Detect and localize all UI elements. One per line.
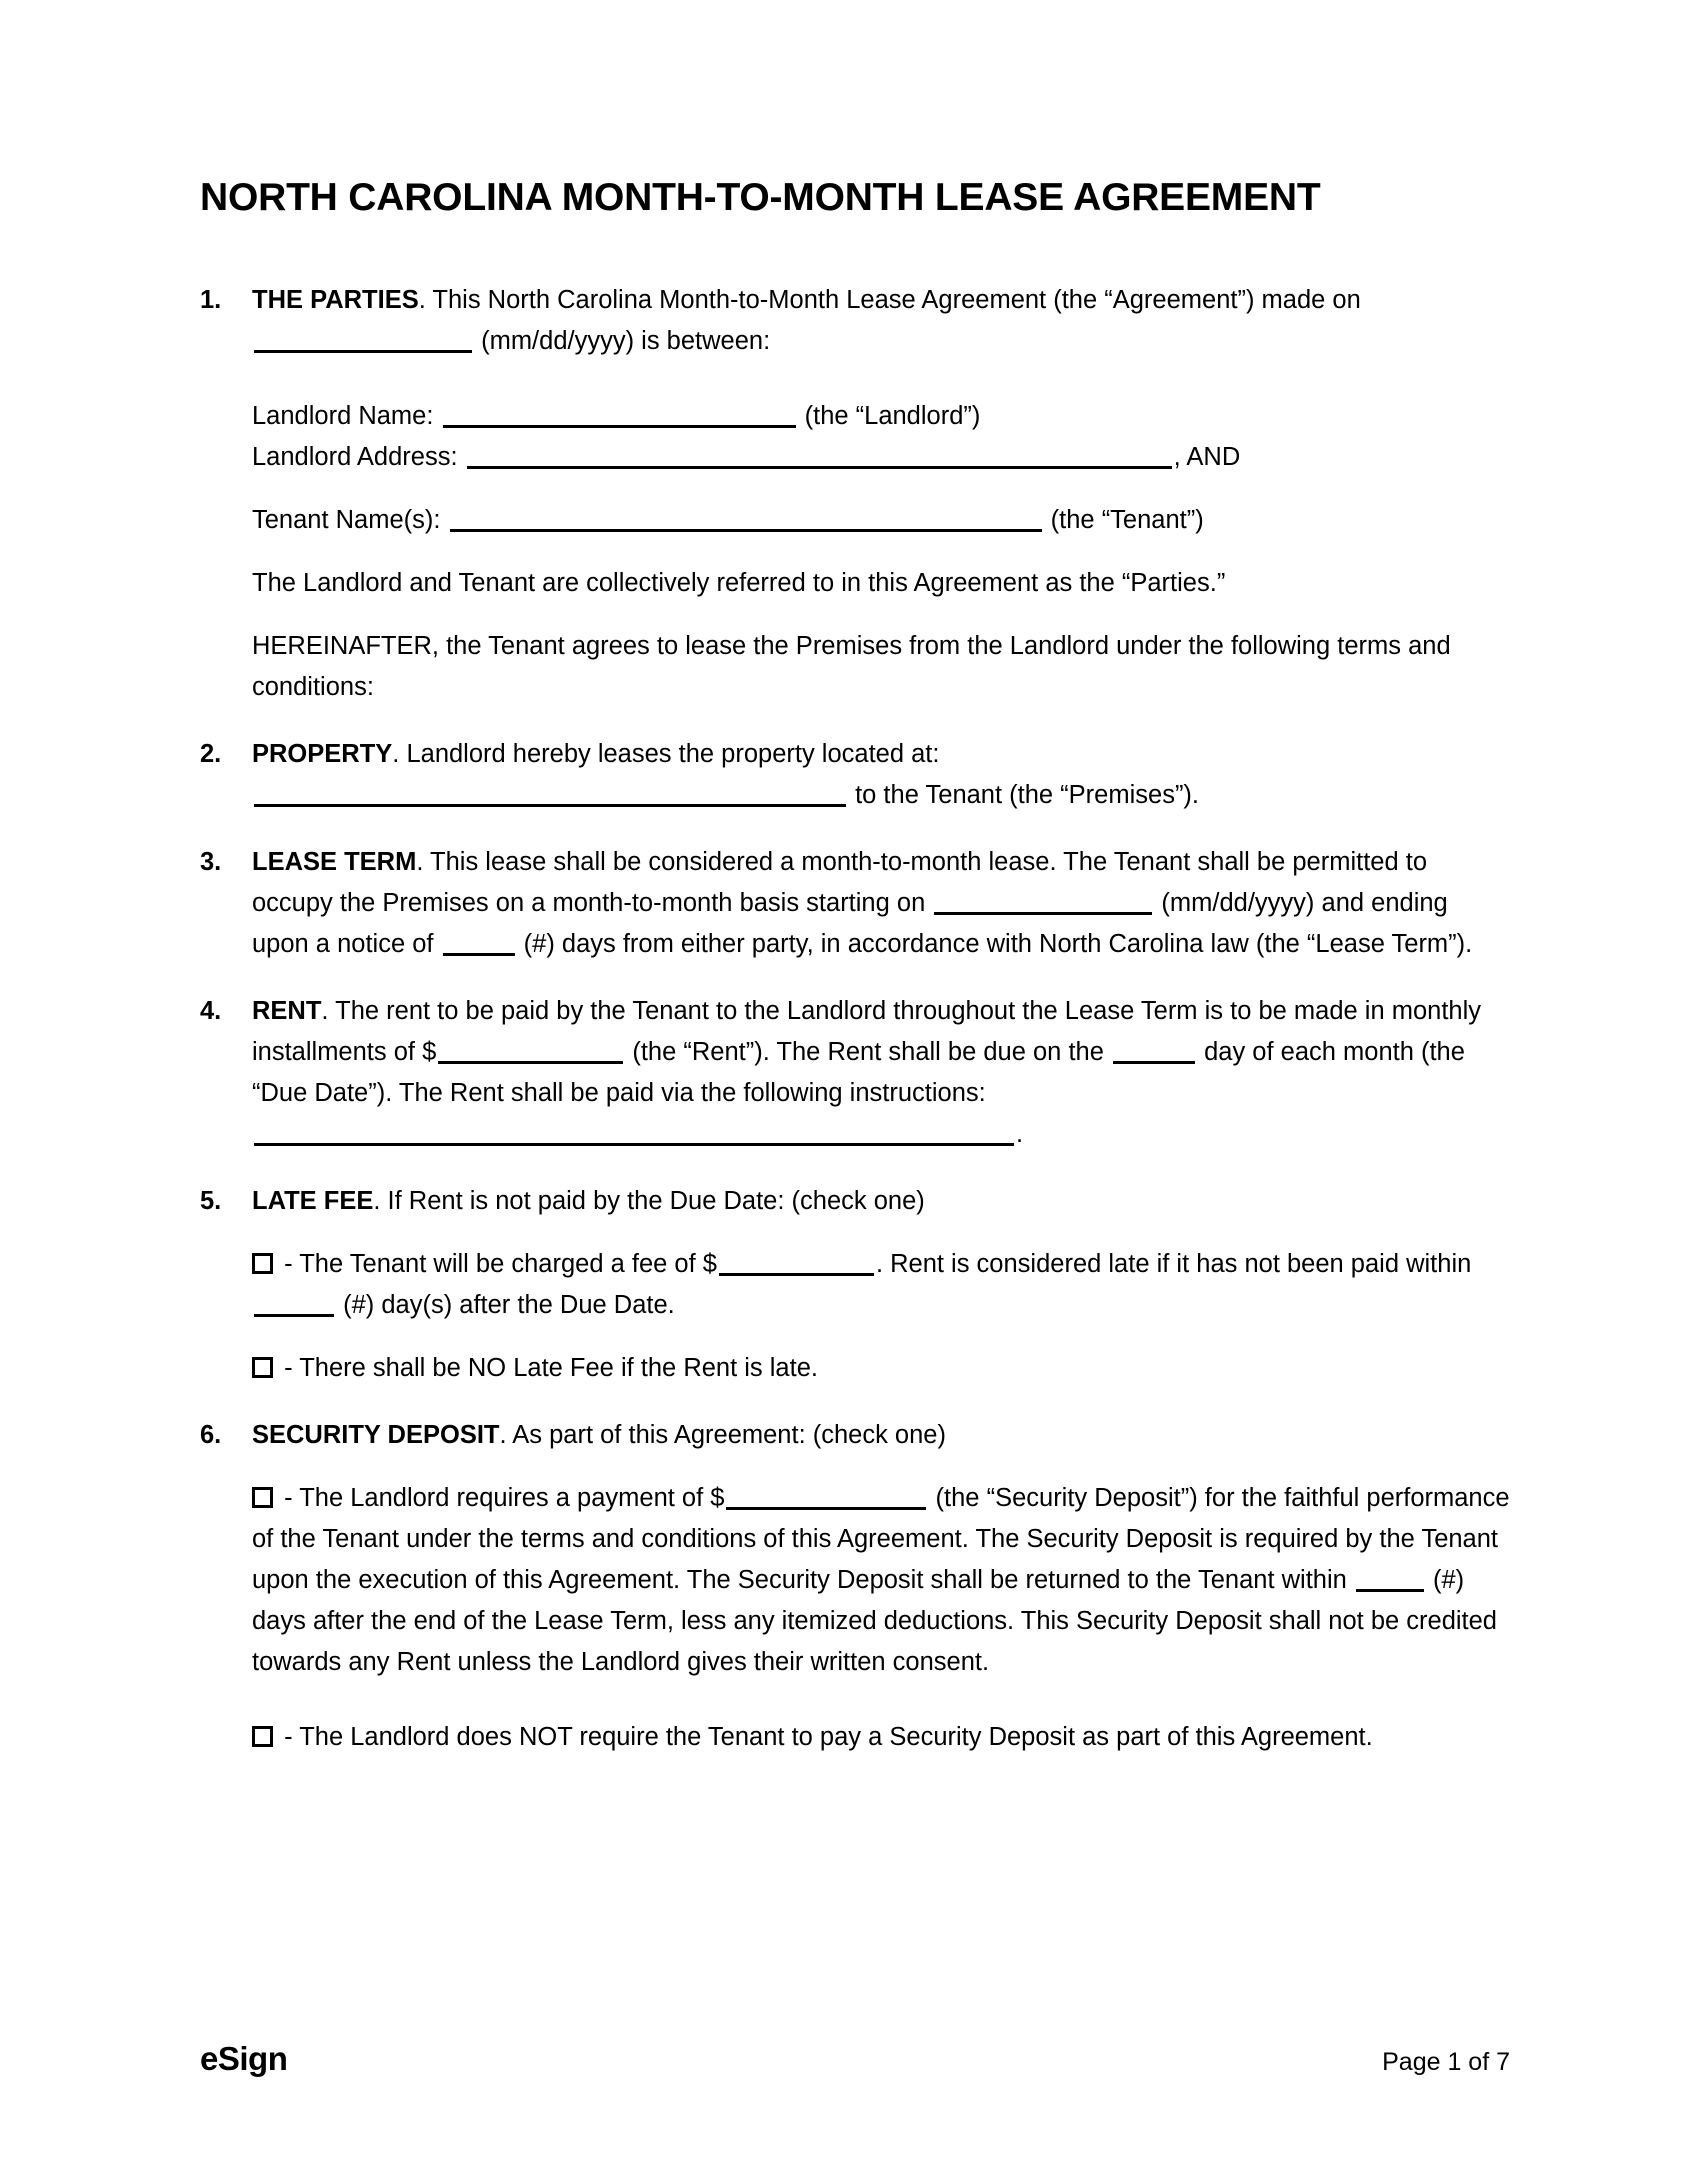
property-intro-line [252, 734, 1510, 775]
landlord-address-blank[interactable] [467, 446, 1172, 469]
clause-body-6 [252, 1415, 1510, 1758]
security-deposit-option-2 [252, 1717, 1510, 1758]
lease-term-heading: LEASE TERM [252, 847, 417, 876]
premises-address-blank[interactable] [254, 784, 846, 807]
lease-term-text-a: . This lease shall be considered a month-to-month lease. The Tenant shall be permitted to occupy the Premises on a month-to-month basis starting on [252, 847, 1428, 917]
rent-paragraph [252, 991, 1510, 1155]
late-fee-option1-text-b: . Rent is considered late if it has not been paid within [875, 1249, 1472, 1278]
tenant-name-label: Tenant Name(s): [252, 505, 448, 534]
late-fee-intro-line [252, 1181, 1510, 1222]
clause-body-1 [252, 280, 1510, 708]
late-fee-option1-text-c: (#) day(s) after the Due Date. [336, 1290, 675, 1319]
clause-security-deposit [200, 1415, 1510, 1758]
clause-rent [200, 991, 1510, 1155]
page-footer [200, 2040, 1510, 2078]
late-fee-grace-days-blank[interactable] [254, 1294, 334, 1317]
landlord-name-label: Landlord Name: [252, 401, 441, 430]
parties-heading: THE PARTIES [252, 285, 419, 314]
clause-number-5: 5. [200, 1186, 222, 1215]
security-deposit-option-1 [252, 1478, 1510, 1683]
security-deposit-option1-text-a: - The Landlord requires a payment of $ [277, 1483, 725, 1512]
rent-heading: RENT [252, 996, 322, 1025]
lease-term-paragraph [252, 842, 1510, 965]
clause-lease-term [200, 842, 1510, 965]
landlord-address-suffix: , AND [1173, 442, 1241, 471]
tenant-name-blank[interactable] [450, 509, 1042, 532]
clause-number-6: 6. [200, 1420, 222, 1449]
page-title: NORTH CAROLINA MONTH-TO-MONTH LEASE AGREEMENT [200, 176, 1321, 219]
clause-number-1: 1. [200, 285, 222, 314]
late-fee-option-2 [252, 1348, 1510, 1389]
security-deposit-intro-line [252, 1415, 1510, 1456]
clause-property [200, 734, 1510, 816]
tenant-name-line [252, 500, 1510, 541]
clause-number-3: 3. [200, 847, 222, 876]
late-fee-option1-text-a: - The Tenant will be charged a fee of $ [277, 1249, 717, 1278]
lease-notice-days-blank[interactable] [443, 933, 515, 956]
property-text-a: . Landlord hereby leases the property located at: [392, 739, 940, 768]
landlord-name-line [252, 396, 1510, 437]
security-deposit-option1-text-c: (#) days after the end of the Lease Term, less any itemized deductions. This Security Deposit shall not be credited towards any Rent unless the Landlord gives their written consent. [252, 1565, 1497, 1676]
rent-amount-blank[interactable] [438, 1041, 623, 1064]
rent-text-a: . The rent to be paid by the Tenant to the Landlord throughout the Lease Term is to be made in monthly installments of $ [252, 996, 1482, 1066]
late-fee-text-a: . If Rent is not paid by the Due Date: (check one) [373, 1186, 925, 1215]
property-address-line [252, 775, 1510, 816]
security-deposit-heading: SECURITY DEPOSIT [252, 1420, 500, 1449]
rent-instructions-blank[interactable] [254, 1123, 1014, 1146]
document-body [200, 175, 1510, 1784]
clause-number-4: 4. [200, 996, 222, 1025]
landlord-name-suffix: (the “Landlord”) [797, 401, 981, 430]
late-fee-heading: LATE FEE [252, 1186, 374, 1215]
rent-text-b: (the “Rent”). The Rent shall be due on the [625, 1037, 1111, 1066]
lease-term-text-b: (mm/dd/yyyy) and ending upon a notice of [252, 888, 1448, 958]
late-fee-option-1 [252, 1244, 1510, 1326]
lease-start-date-blank[interactable] [934, 892, 1152, 915]
rent-text-c: day of each month (the “Due Date”). The Rent shall be paid via the following instructions: [252, 1037, 1465, 1107]
parties-hereinafter-paragraph: HEREINAFTER, the Tenant agrees to lease the Premises from the Landlord under the following terms and conditions: [252, 631, 1451, 701]
clause-number-2: 2. [200, 739, 222, 768]
lease-term-text-c: (#) days from either party, in accordance with North Carolina law (the “Lease Term”). [516, 929, 1473, 958]
late-fee-option2-text: - There shall be NO Late Fee if the Rent is late. [277, 1353, 818, 1382]
checkbox-icon[interactable] [252, 1357, 273, 1378]
esign-logo: eSign [200, 2040, 288, 2077]
checkbox-icon[interactable] [252, 1487, 273, 1508]
security-deposit-option1-text-b: (the “Security Deposit”) for the faithful performance of the Tenant under the terms and conditions of this Agreement. The Security Deposit is required by the Tenant upon the execution of this Agreement. The Security Deposit shall be returned to the Tenant within [252, 1483, 1510, 1594]
parties-intro-text-b: (mm/dd/yyyy) is between: [474, 326, 771, 355]
tenant-name-suffix: (the “Tenant”) [1043, 505, 1204, 534]
security-deposit-text-a: . As part of this Agreement: (check one) [499, 1420, 946, 1449]
rent-text-d: . [1016, 1119, 1024, 1148]
landlord-address-label: Landlord Address: [252, 442, 465, 471]
security-deposit-option2-text: - The Landlord does NOT require the Tenant to pay a Security Deposit as part of this Agreement. [277, 1722, 1373, 1751]
parties-intro-text-a: . This North Carolina Month-to-Month Lease Agreement (the “Agreement”) made on [418, 285, 1361, 314]
checkbox-icon[interactable] [252, 1726, 273, 1747]
agreement-date-blank[interactable] [254, 330, 472, 353]
clause-body-5 [252, 1181, 1510, 1389]
landlord-name-blank[interactable] [443, 405, 796, 428]
clause-body-2 [252, 734, 1510, 816]
late-fee-amount-blank[interactable] [719, 1253, 874, 1276]
clause-late-fee [200, 1181, 1510, 1389]
property-text-b: to the Tenant (the “Premises”). [848, 780, 1200, 809]
security-deposit-return-days-blank[interactable] [1356, 1569, 1424, 1592]
landlord-address-line [252, 437, 1510, 478]
security-deposit-amount-blank[interactable] [726, 1487, 926, 1510]
clause-the-parties [200, 280, 1510, 708]
checkbox-icon[interactable] [252, 1253, 273, 1274]
rent-due-day-blank[interactable] [1113, 1041, 1195, 1064]
clause-body-3 [252, 842, 1510, 965]
clause-body-4 [252, 991, 1510, 1155]
parties-collective-paragraph: The Landlord and Tenant are collectively referred to in this Agreement as the “Parties.” [252, 568, 1226, 597]
parties-intro-paragraph [252, 280, 1510, 362]
property-heading: PROPERTY [252, 739, 393, 768]
page-number: Page 1 of 7 [1382, 2048, 1510, 2076]
